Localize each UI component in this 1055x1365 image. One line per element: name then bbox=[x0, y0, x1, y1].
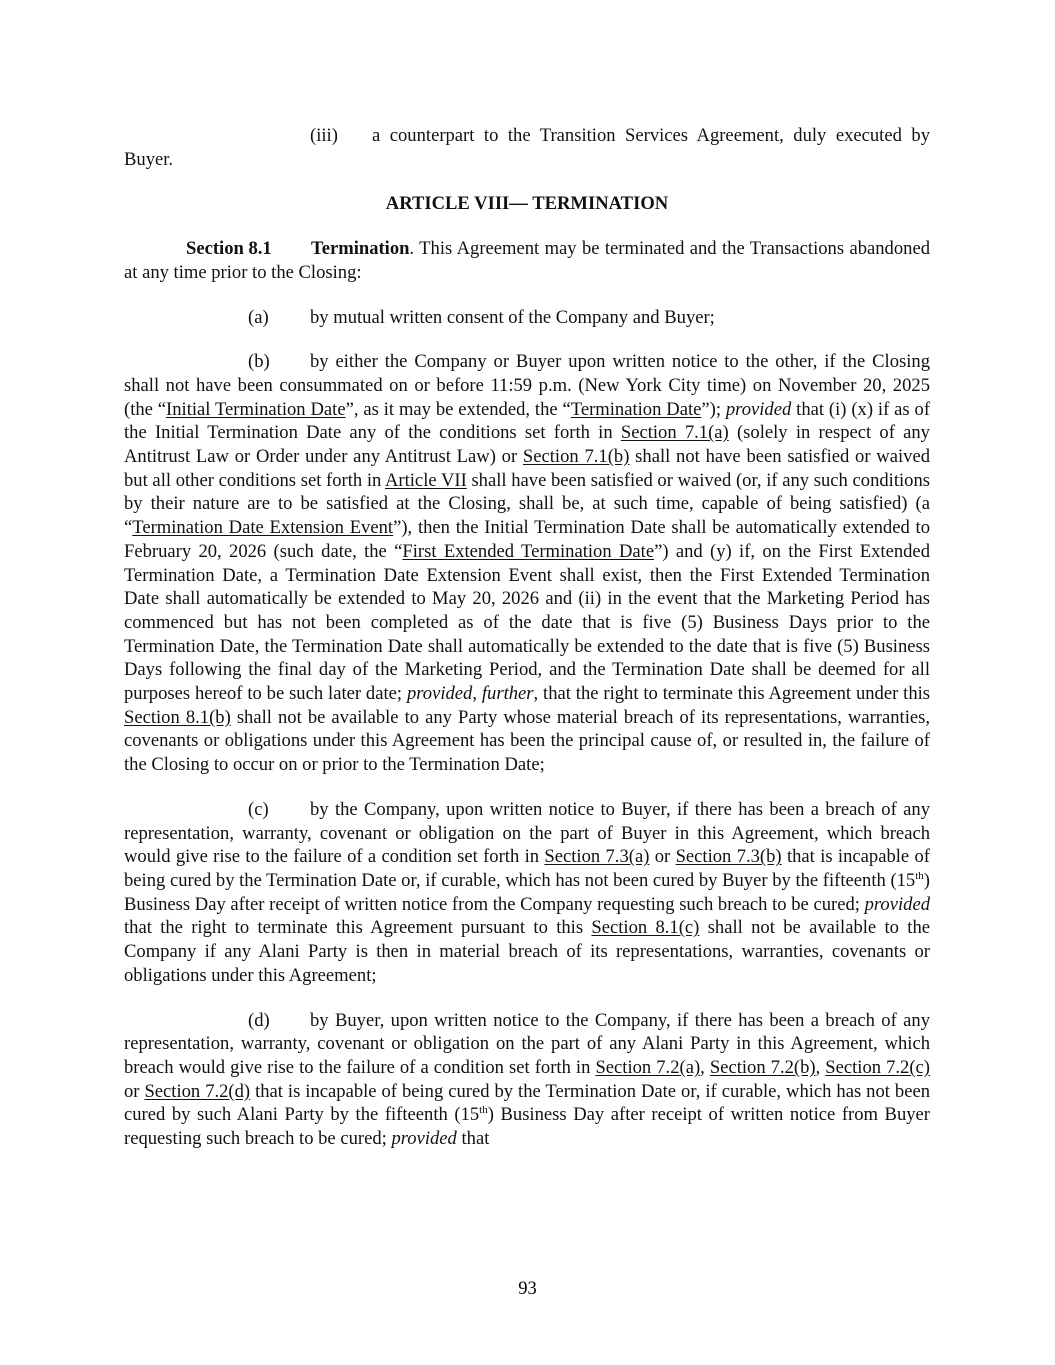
clause-text: ”); bbox=[701, 398, 726, 420]
document-page bbox=[124, 124, 930, 1151]
item-iii-number: (iii) bbox=[310, 125, 338, 146]
clause-c bbox=[124, 798, 930, 988]
clause-text: ”, as it may be extended, the “ bbox=[345, 398, 571, 420]
clause-b-number: (b) bbox=[248, 351, 270, 373]
clause-text: shall not be available to any Party whose material breach of its representations, warranties, covenants or obligations under this Agreement has been the principal cause of, or resulted in, the failure of the Closing to occur on or prior to the Termination Date; bbox=[124, 706, 930, 776]
clause-text: by either the Company or Buyer upon written notice to the other, if the Closing shall not have been consummated on or before 11:59 p.m. (New York City time) on November 20, 2025 (the “ bbox=[124, 351, 930, 420]
clause-b bbox=[124, 350, 930, 777]
cross-reference: Section 7.1(b) bbox=[522, 446, 630, 468]
clause-text: ) Business Day after receipt of written notice from the Company requesting such breach to be cured; bbox=[124, 869, 930, 915]
clause-text: or bbox=[124, 1080, 145, 1102]
clause-text: by Buyer, upon written notice to the Company, if there has been a breach of any representation, warranty, covenant or obligation on the part of any Alani Party in this Agreement, which breach would give rise to the failure of a condition set forth in bbox=[124, 1009, 930, 1078]
clause-a-number: (a) bbox=[248, 306, 269, 328]
section-8-1 bbox=[124, 237, 930, 284]
cross-reference: Section 8.1(b) bbox=[124, 706, 231, 728]
proviso: provided bbox=[406, 683, 473, 705]
clause-text: shall not be available to the Company if any Alani Party is then in material breach of its representations, warranties, covenants or obligations under this Agreement; bbox=[124, 917, 930, 986]
defined-term: Termination Date Extension Event bbox=[132, 517, 394, 539]
clause-a bbox=[124, 306, 930, 330]
clause-text: (solely in respect of any Antitrust Law or Order under any Antitrust Law) or bbox=[124, 422, 930, 468]
clause-d-number: (d) bbox=[248, 1009, 270, 1031]
cross-reference: Section 7.2(b) bbox=[709, 1056, 816, 1078]
ordinal-suffix: th bbox=[479, 1104, 488, 1117]
cross-reference: Section 7.2(c) bbox=[825, 1056, 930, 1078]
clause-d bbox=[124, 1009, 930, 1151]
proviso: provided bbox=[725, 398, 792, 420]
proviso: further bbox=[481, 683, 534, 705]
proviso: provided bbox=[864, 893, 930, 915]
defined-term: First Extended Termination Date bbox=[402, 540, 655, 562]
clause-text: shall not have been satisfied or waived but all other conditions set forth in bbox=[124, 446, 931, 491]
clause-text: that (i) (x) if as of the Initial Termination Date any of the conditions set forth in bbox=[124, 398, 931, 444]
clause-text: , bbox=[472, 683, 482, 705]
clause-text: , bbox=[815, 1056, 826, 1078]
ordinal-suffix: th bbox=[915, 869, 924, 882]
cross-reference: Section 7.3(b) bbox=[675, 846, 782, 868]
clause-text: or bbox=[649, 846, 676, 868]
cross-reference: Article VII bbox=[384, 469, 467, 491]
cross-reference: Section 7.3(a) bbox=[544, 846, 650, 868]
clause-text: that is incapable of being cured by the Termination Date or, if curable, which has not been cured by such Alani Party by the fifteenth (15 bbox=[124, 1080, 930, 1126]
clause-text: , bbox=[700, 1056, 710, 1078]
item-iii-text: a counterpart to the Transition Services Agreement, duly executed by Buyer. bbox=[124, 125, 930, 170]
cross-reference: Section 7.2(a) bbox=[595, 1056, 701, 1078]
cross-reference: Section 7.1(a) bbox=[620, 422, 729, 444]
cross-reference: Section 8.1(c) bbox=[591, 917, 700, 939]
clause-text: ) Business Day after receipt of written notice from Buyer requesting such breach to be cured; bbox=[124, 1104, 930, 1150]
clause-a-text: by mutual written consent of the Company and Buyer; bbox=[310, 306, 715, 328]
cross-reference: Section 7.2(d) bbox=[144, 1080, 251, 1102]
proviso: provided bbox=[391, 1128, 457, 1150]
clause-text: , that the right to terminate this Agreement under this bbox=[533, 683, 931, 705]
item-iii bbox=[124, 124, 930, 171]
defined-term: Initial Termination Date bbox=[166, 398, 346, 420]
clause-text: that is incapable of being cured by the Termination Date or, if curable, which has not been cured by Buyer by the fifteenth (15 bbox=[124, 846, 930, 891]
article-heading: ARTICLE VIII— TERMINATION bbox=[385, 193, 669, 215]
clause-text: by the Company, upon written notice to Buyer, if there has been a breach of any representation, warranty, covenant or obligation on the part of Buyer in this Agreement, which breach would give rise to the failure of a condition set forth in bbox=[124, 798, 930, 868]
section-number: Section 8.1 bbox=[186, 238, 272, 260]
defined-term: Termination Date bbox=[570, 398, 702, 420]
clause-c-number: (c) bbox=[248, 798, 269, 820]
clause-text: ”), then the Initial Termination Date shall be automatically extended to February 20, 2026 (such date, the “ bbox=[124, 517, 930, 562]
section-intro: . This Agreement may be terminated and the Transactions abandoned at any time prior to the Closing: bbox=[124, 238, 930, 283]
page-number: 93 bbox=[518, 1278, 537, 1299]
clause-text: ”) and (y) if, on the First Extended Termination Date, a Termination Date Extension Event shall exist, then the First Extended Termination Date shall automatically be extended to May 20, 2026 and (ii) in the event that the Marketing Period has commenced but has not been completed as of the date that is five (5) Business Days prior to the Termination Date, the Termination Date shall automatically be extended to the date that is five (5) Business Days following the final day of the Marketing Period, and the Termination Date shall be deemed for all purposes hereof to be such later date; bbox=[124, 540, 930, 705]
clause-text: that bbox=[456, 1128, 490, 1150]
section-title: Termination bbox=[311, 238, 410, 260]
clause-text: shall have been satisfied or waived (or, if any such conditions by their nature are to be satisfied at the Closing, shall be, at such time, capable of being satisfied) (a “ bbox=[124, 469, 931, 539]
clause-text: that the right to terminate this Agreement pursuant to this bbox=[124, 917, 592, 939]
